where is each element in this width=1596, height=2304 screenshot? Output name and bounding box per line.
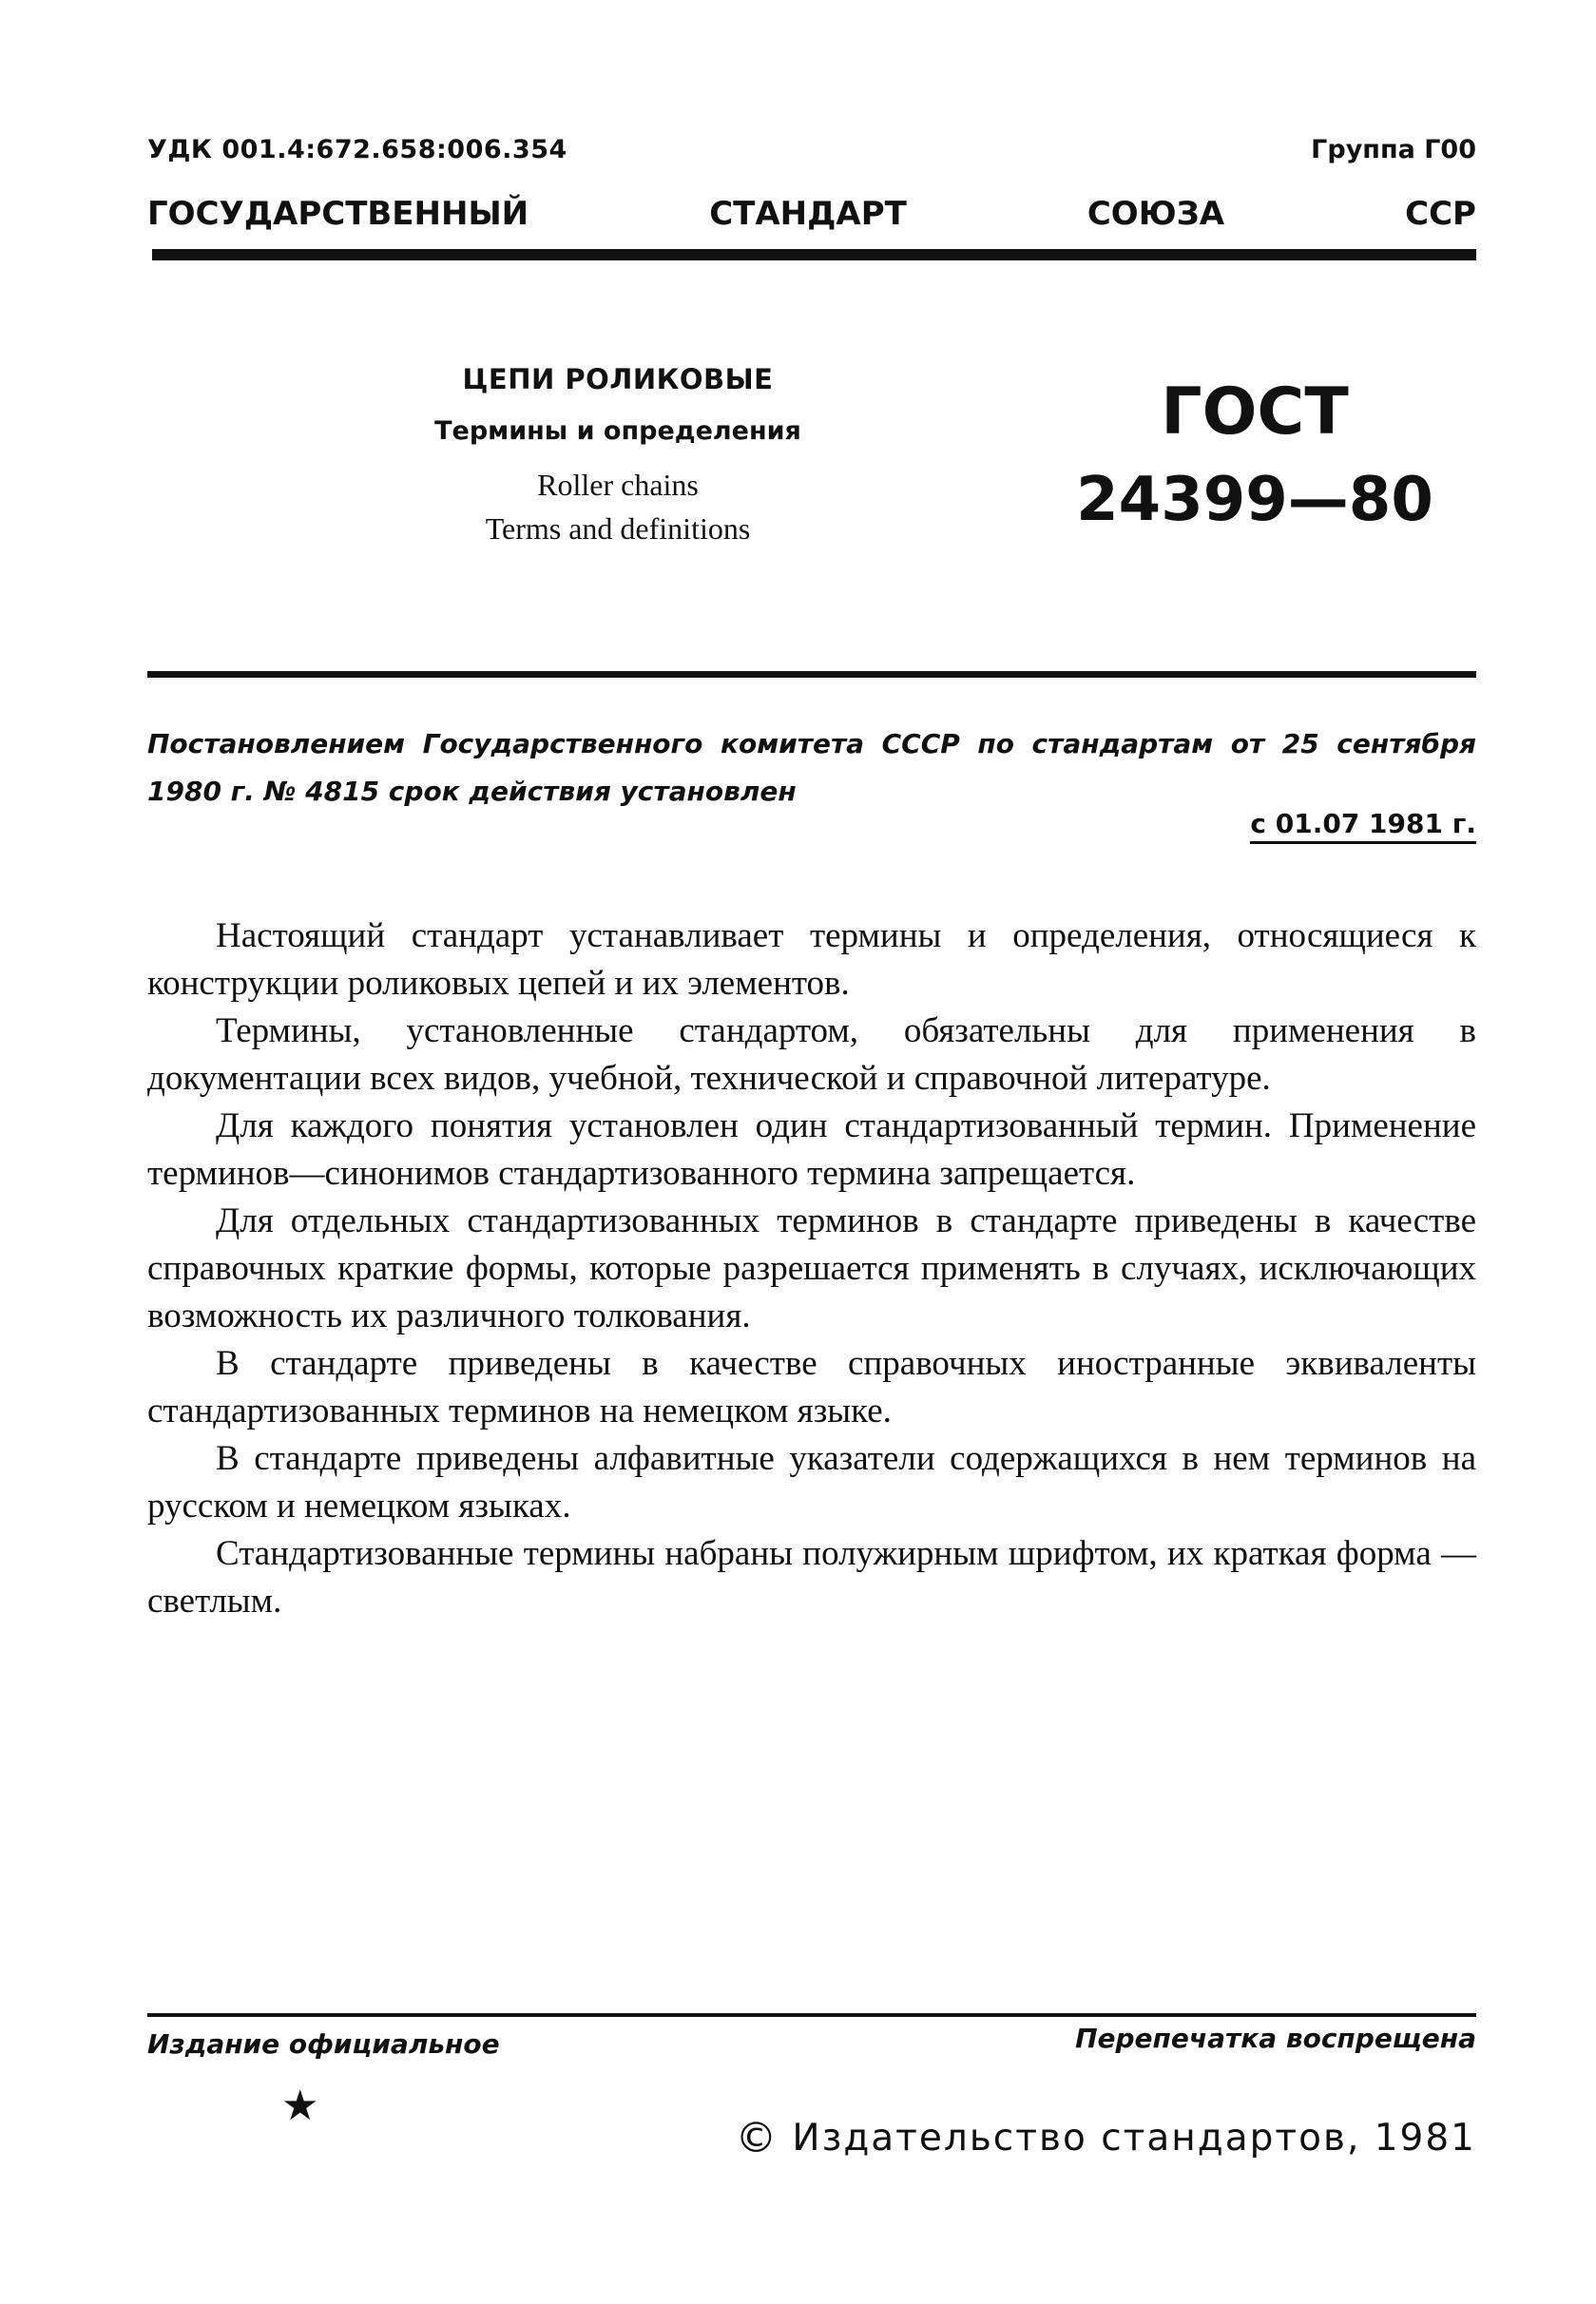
- publisher-name: Издательство стандартов, 1981: [792, 2117, 1476, 2160]
- subtitle-russian: Термины и определения: [434, 416, 801, 446]
- title-divider: [147, 671, 1476, 678]
- effective-date: с 01.07 1981 г.: [1250, 808, 1476, 844]
- state-standard-word: ГОСУДАРСТВЕННЫЙ: [147, 195, 529, 233]
- body-paragraph: Стандартизованные термины набраны полужирным шрифтом, их краткая форма — светлым.: [147, 1534, 1476, 1621]
- star-icon: ★: [281, 2082, 319, 2130]
- state-standard-word: СОЮЗА: [1086, 195, 1225, 233]
- title-english-line2: Terms and definitions: [485, 511, 751, 546]
- body-paragraph: В стандарте приведены алфавитные указатели содержащихся в нем терминов на русском и немецком языках.: [147, 1439, 1476, 1526]
- official-edition-label: Издание официальное: [147, 2028, 500, 2060]
- state-standard-word: ССР: [1405, 195, 1476, 233]
- reprint-prohibited-label: Перепечатка воспрещена: [1075, 2023, 1476, 2054]
- udk-code: УДК 001.4:672.658:006.354: [147, 135, 567, 164]
- body-paragraph: Для каждого понятия установлен один стандартизованный термин. Применение терминов—синонимов стандартизованного термина запрещается.: [147, 1106, 1476, 1193]
- state-standard-heading: [147, 195, 1476, 233]
- gost-number: 24399—80: [1076, 465, 1433, 535]
- title-russian: ЦЕПИ РОЛИКОВЫЕ: [462, 363, 774, 395]
- state-standard-word: СТАНДАРТ: [709, 195, 907, 233]
- body-paragraph: Для отдельных стандартизованных терминов в стандарте приведены в качестве справочных краткие формы, которые разрешается применять в случаях, исключающих возможность их различного толкования.: [147, 1201, 1476, 1335]
- gost-designation: [1065, 373, 1445, 547]
- body-paragraph: Настоящий стандарт устанавливает термины и определения, относящиеся к конструкции роликовых цепей и их элементов.: [147, 916, 1476, 1003]
- footer-divider: [147, 2013, 1476, 2017]
- body-paragraph: Термины, установленные стандартом, обязательны для применения в документации всех видов, учебной, технической и справочной литературе.: [147, 1011, 1476, 1098]
- decree-text: Постановлением Государственного комитета СССР по стандартам от 25 сентября 1980 г. № 4815 срок действия установлен: [147, 728, 1476, 807]
- publisher-line: [735, 2114, 1476, 2162]
- group-code: Группа Г00: [1311, 135, 1476, 164]
- header-divider: [152, 249, 1476, 260]
- body-paragraph: В стандарте приведены в качестве справочных иностранные эквиваленты стандартизованных терминов на немецком языке.: [147, 1344, 1476, 1430]
- title-block: [380, 363, 856, 550]
- gost-label: ГОСТ: [1161, 374, 1349, 450]
- title-english-line1: Roller chains: [537, 468, 699, 502]
- body-text: [147, 912, 1476, 1625]
- copyright-icon: ©: [735, 2114, 779, 2162]
